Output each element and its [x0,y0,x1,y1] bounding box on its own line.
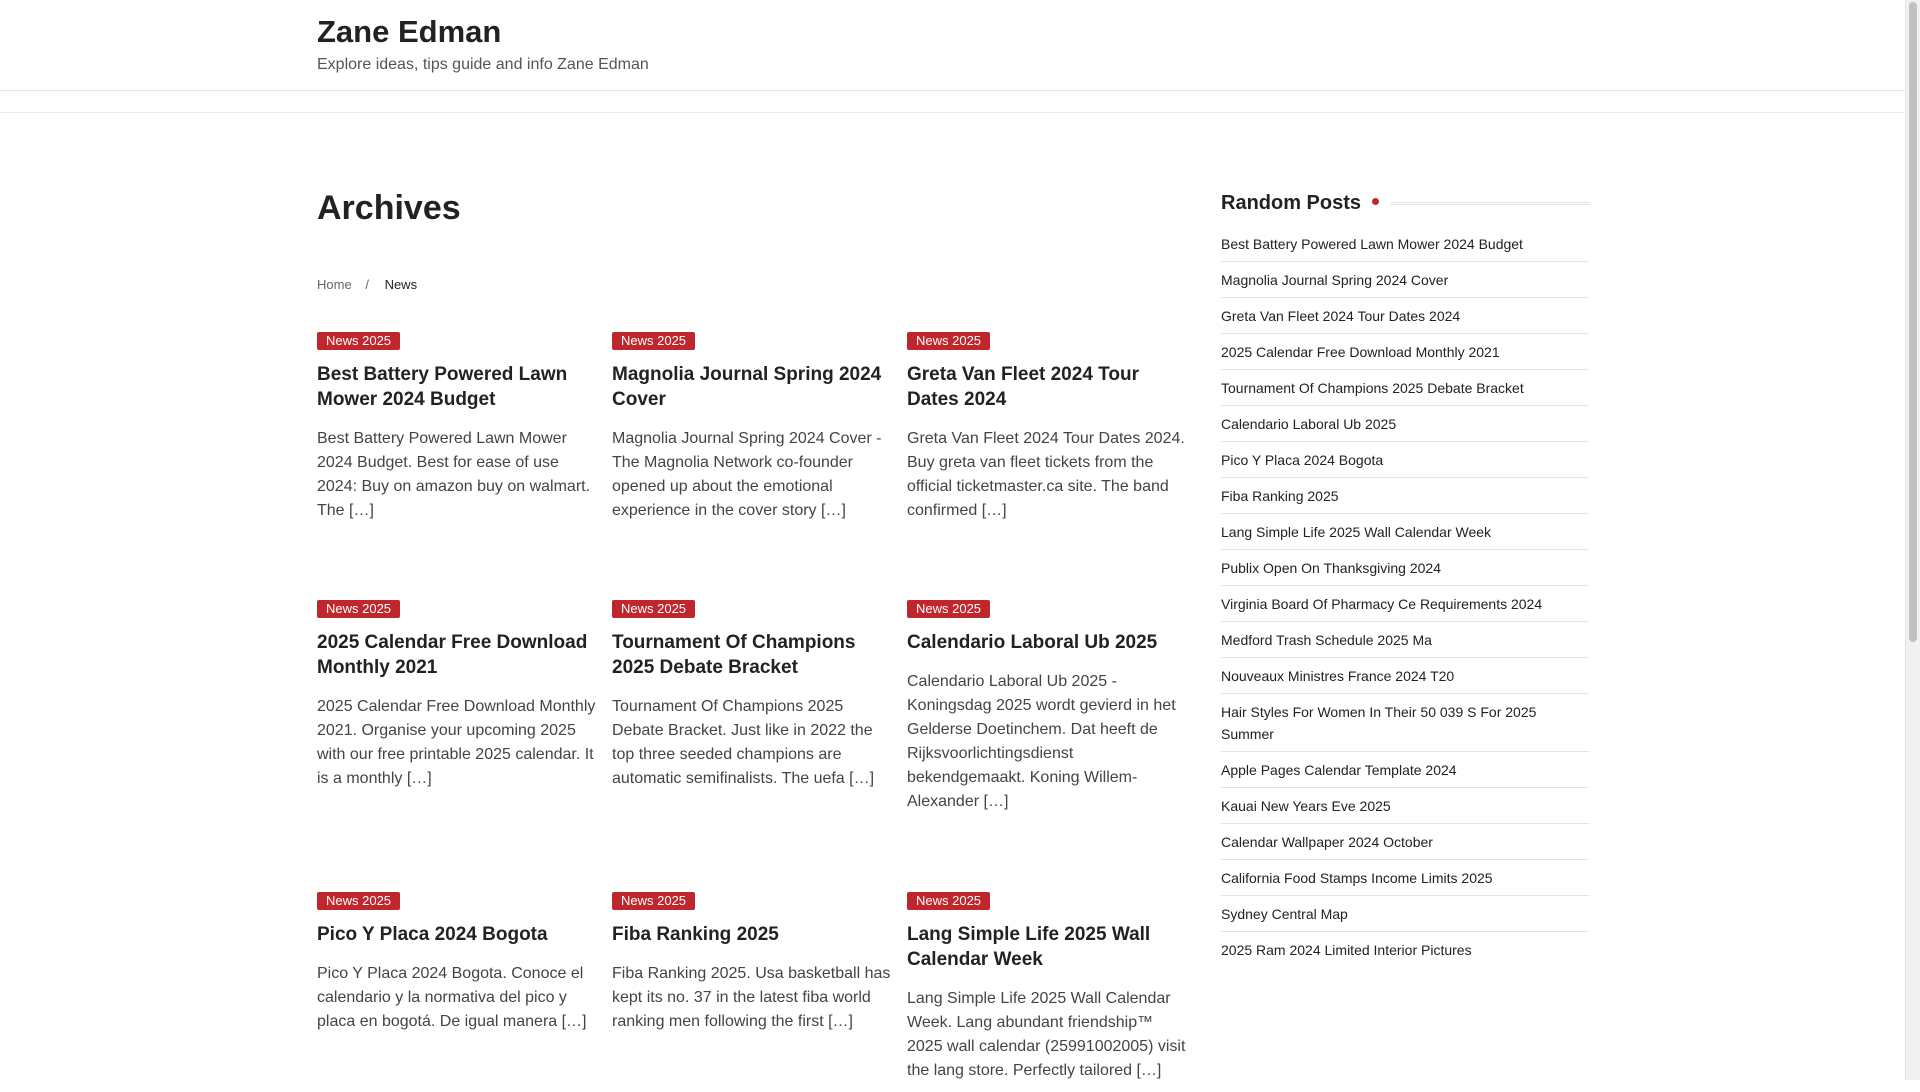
list-item [1221,622,1589,658]
category-badge[interactable]: News 2025 [317,892,400,910]
post-excerpt: Tournament Of Champions 2025 Debate Bracket. Just like in 2022 the top three seeded champions are automatic semifinalists. The uefa […] [612,698,875,787]
post-card [317,600,597,892]
random-post-link[interactable]: Best Battery Powered Lawn Mower 2024 Budget [1221,236,1523,252]
breadcrumb-separator: / [365,277,369,292]
list-item [1221,298,1589,334]
post-title[interactable]: Greta Van Fleet 2024 Tour Dates 2024 [907,364,1139,410]
list-item [1221,262,1589,298]
category-badge[interactable]: News 2025 [907,892,990,910]
random-post-link[interactable]: California Food Stamps Income Limits 2025 [1221,870,1493,886]
list-item [1221,442,1589,478]
post-excerpt: Calendario Laboral Ub 2025 - Koningsdag 2025 wordt gevierd in het Gelderse Doetinchem. Dat heeft de Rijksvoorlichtingsdienst bekendgemaakt. Koning Willem-Alexander […] [907,673,1176,810]
random-post-link[interactable]: Publix Open On Thanksgiving 2024 [1221,560,1441,576]
post-grid [317,332,1187,1092]
list-item [1221,860,1589,896]
post-excerpt: Lang Simple Life 2025 Wall Calendar Week. Lang abundant friendship™ 2025 wall calendar (25991002005) visit the lang store. Perfectly tailored […] [907,990,1186,1079]
page-scrollbar[interactable] [1905,0,1920,1080]
random-post-link[interactable]: Magnolia Journal Spring 2024 Cover [1221,272,1449,288]
list-item [1221,226,1589,262]
category-badge[interactable]: News 2025 [907,332,990,350]
list-item [1221,896,1589,932]
random-post-link[interactable]: Apple Pages Calendar Template 2024 [1221,762,1457,778]
post-card [907,332,1187,600]
random-post-link[interactable]: 2025 Ram 2024 Limited Interior Pictures [1221,942,1472,958]
random-post-link[interactable]: 2025 Calendar Free Download Monthly 2021 [1221,344,1500,360]
random-post-link[interactable]: Kauai New Years Eve 2025 [1221,798,1391,814]
post-title[interactable]: Lang Simple Life 2025 Wall Calendar Week [907,924,1151,970]
list-item [1221,788,1589,824]
list-item [1221,824,1589,860]
list-item [1221,932,1589,967]
category-badge[interactable]: News 2025 [907,600,990,618]
site-header [0,0,1905,91]
random-post-link[interactable]: Pico Y Placa 2024 Bogota [1221,452,1384,468]
list-item [1221,406,1589,442]
list-item [1221,586,1589,622]
accent-dot-icon [1372,198,1379,205]
post-title[interactable]: Pico Y Placa 2024 Bogota [317,924,548,945]
category-badge[interactable]: News 2025 [612,332,695,350]
list-item [1221,334,1589,370]
widget-title [1221,190,1391,216]
random-post-link[interactable]: Lang Simple Life 2025 Wall Calendar Week [1221,524,1492,540]
list-item [1221,550,1589,586]
breadcrumb-current: News [384,277,418,292]
post-excerpt: Greta Van Fleet 2024 Tour Dates 2024. Buy greta van fleet tickets from the official ticketmaster.ca site. The band confirmed […] [907,430,1185,519]
list-item [1221,752,1589,788]
random-post-link[interactable]: Hair Styles For Women In Their 50 039 S For 2025 Summer [1221,704,1537,742]
post-excerpt: Fiba Ranking 2025. Usa basketball has kept its no. 37 in the latest fiba world ranking men following the first […] [612,965,891,1030]
list-item [1221,514,1589,550]
random-post-link[interactable]: Greta Van Fleet 2024 Tour Dates 2024 [1221,308,1461,324]
navigation-bar [0,91,1905,113]
random-post-link[interactable]: Nouveaux Ministres France 2024 T20 [1221,668,1455,684]
breadcrumb-home-link[interactable]: Home [317,277,352,292]
random-post-link[interactable]: Calendario Laboral Ub 2025 [1221,416,1397,432]
scrollbar-thumb[interactable] [1909,2,1917,642]
random-post-link[interactable]: Virginia Board Of Pharmacy Ce Requirements 2024 [1221,596,1543,612]
breadcrumb [317,276,417,294]
widget-title-text: Random Posts [1221,192,1362,214]
post-title[interactable]: Calendario Laboral Ub 2025 [907,632,1158,653]
post-excerpt: Best Battery Powered Lawn Mower 2024 Budget. Best for ease of use 2024: Buy on amazon buy on walmart. The […] [317,430,591,519]
random-post-link[interactable]: Calendar Wallpaper 2024 October [1221,834,1433,850]
page-title: Archives [317,189,461,227]
site-description: Explore ideas, tips guide and info Zane Edman [317,56,649,73]
random-post-link[interactable]: Tournament Of Champions 2025 Debate Bracket [1221,380,1524,396]
post-title[interactable]: Tournament Of Champions 2025 Debate Bracket [612,632,856,678]
post-title[interactable]: Best Battery Powered Lawn Mower 2024 Budget [317,364,568,410]
post-card [612,892,892,1092]
post-excerpt: Pico Y Placa 2024 Bogota. Conoce el calendario y la normativa del pico y placa en bogotá. De igual manera […] [317,965,587,1030]
post-card [612,332,892,600]
list-item [1221,658,1589,694]
list-item [1221,694,1589,752]
post-excerpt: Magnolia Journal Spring 2024 Cover - The Magnolia Network co-founder opened up about the emotional experience in the cover story […] [612,430,882,519]
post-card [317,892,597,1092]
post-excerpt: 2025 Calendar Free Download Monthly 2021. Organise your upcoming 2025 with our free printable 2025 calendar. It is a monthly […] [317,698,596,787]
post-card [612,600,892,892]
random-post-link[interactable]: Fiba Ranking 2025 [1221,488,1339,504]
category-badge[interactable]: News 2025 [612,600,695,618]
post-card [907,600,1187,892]
category-badge[interactable]: News 2025 [317,332,400,350]
widget-header [1221,190,1589,218]
sidebar [1221,190,1589,967]
post-title[interactable]: Magnolia Journal Spring 2024 Cover [612,364,882,410]
post-title[interactable]: 2025 Calendar Free Download Monthly 2021 [317,632,588,678]
site-title[interactable]: Zane Edman [317,14,502,49]
random-posts-list [1221,226,1589,967]
list-item [1221,370,1589,406]
random-post-link[interactable]: Medford Trash Schedule 2025 Ma [1221,632,1432,648]
category-badge[interactable]: News 2025 [612,892,695,910]
category-badge[interactable]: News 2025 [317,600,400,618]
post-card [317,332,597,600]
list-item [1221,478,1589,514]
post-card [907,892,1187,1092]
random-post-link[interactable]: Sydney Central Map [1221,906,1348,922]
post-title[interactable]: Fiba Ranking 2025 [612,924,779,945]
